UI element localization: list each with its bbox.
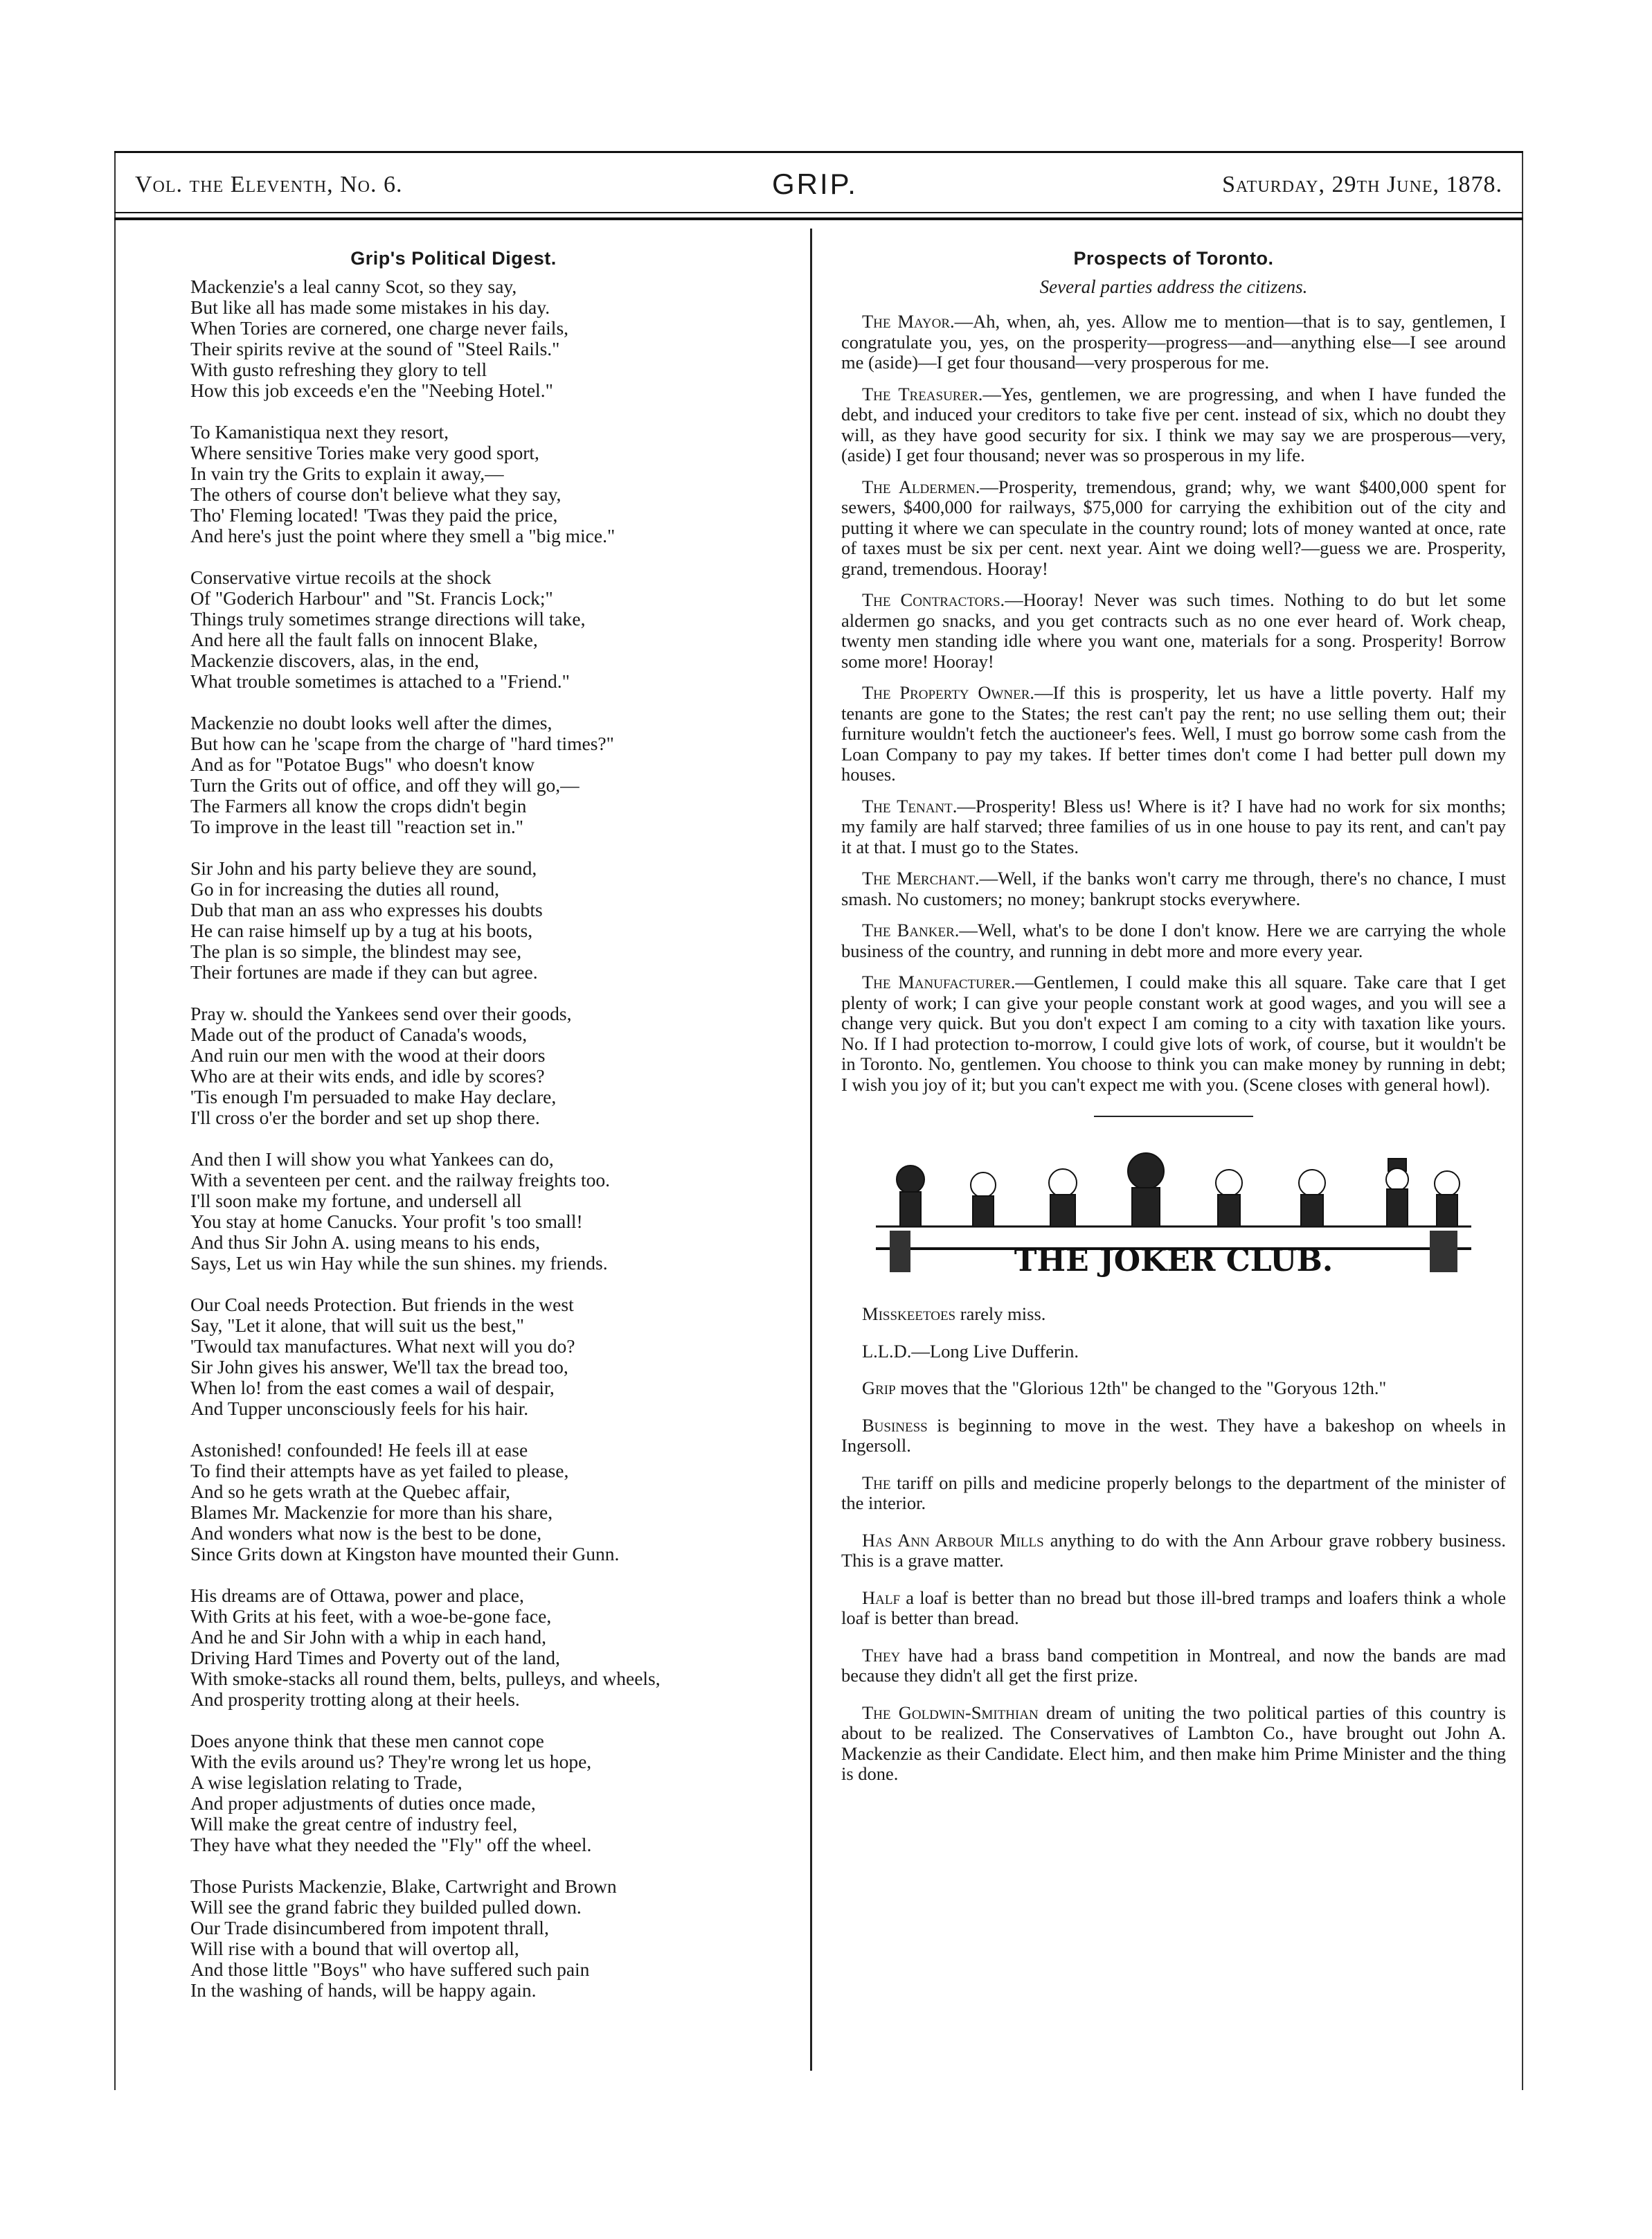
poem-line: And here all the fault falls on innocent Blake,	[190, 629, 538, 650]
poem-line: Astonished! confounded! He feels ill at ease	[190, 1439, 528, 1461]
speaker-name: The Manufacturer.	[862, 972, 1016, 992]
poem-line: The others of course don't believe what they say,	[190, 483, 562, 505]
joke-lead: They	[862, 1644, 901, 1666]
poem-line: Will see the grand fabric they builded pulled down.	[190, 1896, 582, 1918]
issue-date: Saturday, 29th June, 1878.	[1222, 172, 1502, 197]
poem-stanza	[190, 1003, 793, 1128]
poem-line: And then I will show you what Yankees can do,	[190, 1148, 554, 1170]
poem-line: Their fortunes are made if they can but agree.	[190, 961, 538, 983]
joke-item	[841, 1304, 1506, 1325]
poem-line: Our Coal needs Protection. But friends in the west	[190, 1294, 574, 1315]
poem-line: Our Trade disincumbered from impotent thrall,	[190, 1917, 549, 1938]
speech-paragraph	[841, 920, 1506, 961]
joker-club-items	[841, 1304, 1506, 1785]
poem-line: Tho' Fleming located! 'Twas they paid the price,	[190, 504, 558, 526]
poem-line: A wise legislation relating to Trade,	[190, 1772, 463, 1793]
volume-number: Vol. the Eleventh, No. 6.	[135, 172, 403, 197]
joke-lead: Has Ann Arbour Mills	[862, 1529, 1044, 1551]
joke-item	[841, 1473, 1506, 1514]
poem-line: 'Tis enough I'm persuaded to make Hay declare,	[190, 1086, 557, 1107]
joke-lead: The Goldwin-Smithian	[862, 1702, 1039, 1723]
joke-text: have had a brass band competition in Montreal, and now the bands are mad because they didn't all get the first prize.	[841, 1644, 1506, 1686]
poem-line: And ruin our men with the wood at their doors	[190, 1044, 546, 1066]
poem-line: Mackenzie no doubt looks well after the dimes,	[190, 712, 553, 733]
poem-line: Will make the great centre of industry feel,	[190, 1813, 518, 1835]
joke-lead: Misskeetoes	[862, 1303, 956, 1324]
speaker-name: The Contractors.	[862, 589, 1005, 610]
speech-text: —Well, if the banks won't carry me through, there's no chance, I must smash. No customers; no money; bankrupt stocks everywhere.	[841, 868, 1506, 909]
poem-line: They have what they needed the "Fly" off the wheel.	[190, 1834, 592, 1855]
speech-paragraph	[841, 477, 1506, 580]
poem-line: When lo! from the east comes a wail of despair,	[190, 1377, 555, 1398]
poem-line: Those Purists Mackenzie, Blake, Cartwright and Brown	[190, 1875, 617, 1897]
masthead-rule	[114, 212, 1523, 213]
poem-line: And so he gets wrath at the Quebec affair,	[190, 1481, 510, 1502]
left-column	[190, 234, 793, 2022]
poem-line: Of "Goderich Harbour" and "St. Francis Lock;"	[190, 587, 553, 609]
poem-line: He can raise himself up by a tug at his boots,	[190, 920, 533, 941]
article-subheading: Several parties address the citizens.	[1039, 276, 1308, 297]
cartoon-banner-text: THE JOKER CLUB.	[1014, 1243, 1334, 1278]
poem-stanza	[190, 713, 793, 837]
joke-text: —Long Live Dufferin.	[911, 1340, 1079, 1362]
poem-line: To find their attempts have as yet failed to please,	[190, 1460, 569, 1481]
poem-line: But like all has made some mistakes in his day.	[190, 296, 550, 318]
joke-text: anything to do with the Ann Arbour grave robbery business. This is a grave matter.	[841, 1529, 1506, 1571]
masthead-rule-thick	[114, 217, 1523, 220]
speech-paragraph	[841, 796, 1506, 858]
poem-line: Sir John gives his answer, We'll tax the bread too,	[190, 1356, 568, 1377]
poem-stanza	[190, 858, 793, 983]
poem-line: The Farmers all know the crops didn't begin	[190, 795, 527, 817]
speaker-name: The Mayor.	[862, 311, 955, 332]
poem-line: Made out of the product of Canada's woods,	[190, 1024, 528, 1045]
poem-stanza	[190, 1731, 793, 1855]
poem-line: With gusto refreshing they glory to tell	[190, 359, 487, 380]
right-column	[841, 234, 1506, 1801]
joke-item	[841, 1341, 1506, 1362]
joker-club-cartoon	[862, 1145, 1485, 1283]
poem-line: In the washing of hands, will be happy again.	[190, 1979, 537, 2001]
poem-line: To Kamanistiqua next they resort,	[190, 421, 449, 443]
newspaper-page	[114, 151, 1523, 2159]
article-heading: Grip's Political Digest.	[350, 248, 557, 269]
poem-line: In vain try the Grits to explain it away,—	[190, 463, 504, 484]
poem-line: Driving Hard Times and Poverty out of the land,	[190, 1647, 560, 1668]
poem-line: Conservative virtue recoils at the shock	[190, 567, 492, 588]
speech-text: —Hooray! Never was such times. Nothing to do but let some aldermen go snacks, and you get contracts such as no one ever heard of. Work cheap, twenty men standing idle where you want one, materials for a song. Prosperity! Borrow some more! Hooray!	[841, 589, 1507, 672]
poem-stanza	[190, 1585, 793, 1710]
speaker-name: The Tenant.	[862, 795, 958, 817]
speech-paragraph	[841, 312, 1506, 373]
poem-stanza	[190, 567, 793, 692]
poem-line: I'll soon make my fortune, and undersell all	[190, 1190, 522, 1211]
top-rule	[114, 151, 1523, 153]
speaker-name: The Merchant.	[862, 868, 980, 889]
speech-paragraph	[841, 868, 1506, 909]
poem-line: Since Grits down at Kingston have mounted their Gunn.	[190, 1543, 620, 1564]
poem-stanza	[190, 1149, 793, 1274]
column-divider	[810, 229, 812, 2071]
poem-line: The plan is so simple, the blindest may see,	[190, 940, 522, 962]
poem-line: Things truly sometimes strange directions will take,	[190, 608, 586, 630]
poem-stanza	[190, 276, 793, 401]
speech-text: —Prosperity! Bless us! Where is it? I have had no work for six months; my family are half starved; three families of us in one house to pay its rent, and can't pay it at that. I must go to the States.	[841, 795, 1506, 857]
poem-line: Go in for increasing the duties all round,	[190, 878, 500, 900]
page-border-right	[1522, 151, 1523, 2090]
poem-line: To improve in the least till "reaction set in."	[190, 816, 524, 837]
speech-text: —If this is prosperity, let us have a little poverty. Half my tenants are gone to the States; the rest can't pay the rent; no use selling them out; their furniture wouldn't fetch the auctioneer's fees. Well, I must go borrow some cash from the Loan Company to pay my takes. If better times don't come I had better pull down my houses.	[841, 682, 1506, 785]
speaker-name: The Property Owner.	[862, 682, 1035, 703]
speaker-name: The Banker.	[862, 920, 960, 940]
poem-line: You stay at home Canucks. Your profit 's too small!	[190, 1211, 583, 1232]
speech-paragraph	[841, 384, 1506, 466]
joke-text: dream of uniting the two political parties of this country is about to be realized. The Conservatives of Lambton Co., have brought out John A. Mackenzie as their Candidate. Elect him, and then make him Prime Minister and the thing is done.	[841, 1702, 1507, 1784]
joke-lead: The	[862, 1472, 891, 1493]
poem-line: And those little "Boys" who have suffered such pain	[190, 1959, 590, 1980]
joke-text: a loaf is better than no bread but those ill-bred tramps and loafers think a whole loaf is better than bread.	[841, 1587, 1506, 1628]
joke-lead: Business	[862, 1414, 928, 1436]
poem-line: Where sensitive Tories make very good sport,	[190, 442, 539, 463]
poem-line: And thus Sir John A. using means to his ends,	[190, 1231, 540, 1253]
joke-text: rarely miss.	[955, 1303, 1046, 1324]
poem-line: And as for "Potatoe Bugs" who doesn't know	[190, 753, 535, 775]
poem-line: And wonders what now is the best to be done,	[190, 1522, 542, 1544]
poem-line: And here's just the point where they smell a "big mice."	[190, 525, 616, 546]
speech-text: —Prosperity, tremendous, grand; why, we want $400,000 spent for sewers, $400,000 for railways, $75,000 for carrying the exhibition out of the city and putting it where we can speculate in the country round; lots of money wanted at once, rate of taxes must be six per cent. next year. Aint we doing well?—guess we are. Prosperity, grand, tremendous. Hooray!	[841, 476, 1506, 579]
publication-title: GRIP.	[772, 168, 858, 200]
poem-line: Will rise with a bound that will overtop all,	[190, 1938, 519, 1959]
joke-item	[841, 1416, 1506, 1456]
speaker-name: The Aldermen.	[862, 476, 980, 497]
poem-line: And proper adjustments of duties once made,	[190, 1792, 536, 1814]
poem-line: And prosperity trotting along at their heels.	[190, 1688, 520, 1710]
poem-line: Who are at their wits ends, and idle by scores?	[190, 1065, 545, 1087]
poem-line: 'Twould tax manufactures. What next will you do?	[190, 1335, 575, 1357]
joke-lead: Grip	[862, 1377, 896, 1398]
poem-line: With smoke-stacks all round them, belts, pulleys, and wheels,	[190, 1668, 661, 1689]
speech-text: —Gentlemen, I could make this all square. Take care that I get plenty of work; I can give your people constant work at good wages, and you will see a change very quick. But you don't expect I am coming to a city with taxation like yours. No. If I had protection to-morrow, I could give lots of work, of course, but it wouldn't be in Toronto. No, gentlemen. You choose to think you can make money by running in debt; I wish you joy of it; but you can't expect me with you. (Scene closes with general howl).	[841, 972, 1506, 1095]
poem-line: Their spirits revive at the sound of "Steel Rails."	[190, 338, 560, 359]
speech-paragraph	[841, 590, 1506, 672]
joke-item	[841, 1645, 1506, 1686]
speeches	[841, 312, 1506, 1095]
poem-line: And he and Sir John with a whip in each hand,	[190, 1626, 547, 1648]
speech-paragraph	[841, 972, 1506, 1095]
poem-line: His dreams are of Ottawa, power and place,	[190, 1585, 524, 1606]
poem-stanza	[190, 422, 793, 546]
joke-text: is beginning to move in the west. They have a bakeshop on wheels in Ingersoll.	[841, 1414, 1506, 1456]
poem-line: I'll cross o'er the border and set up shop there.	[190, 1107, 540, 1128]
poem-line: But how can he 'scape from the charge of "hard times?"	[190, 733, 614, 754]
joke-item	[841, 1588, 1506, 1629]
joke-lead: L.L.D.	[862, 1340, 912, 1362]
poem-line: Dub that man an ass who expresses his doubts	[190, 899, 543, 920]
poem-stanza	[190, 1440, 793, 1564]
poem-line: Mackenzie discovers, alas, in the end,	[190, 650, 479, 671]
poem-stanza	[190, 1294, 793, 1419]
joke-text: tariff on pills and medicine properly belongs to the department of the minister of the interior.	[841, 1472, 1506, 1513]
speech-text: —Well, what's to be done I don't know. Here we are carrying the whole business of the country, and running in debt more and more every year.	[841, 920, 1506, 961]
poem-line: Does anyone think that these men cannot cope	[190, 1730, 544, 1751]
poem-line: With Grits at his feet, with a woe-be-gone face,	[190, 1605, 552, 1627]
poem-line: Turn the Grits out of office, and off they will go,—	[190, 774, 580, 796]
section-rule	[1094, 1116, 1253, 1117]
poem-line: How this job exceeds e'en the "Neebing Hotel."	[190, 380, 553, 401]
poem-line: With a seventeen per cent. and the railway freights too.	[190, 1169, 610, 1190]
poem-line: Says, Let us win Hay while the sun shines. my friends.	[190, 1252, 608, 1274]
poem-stanza	[190, 1876, 793, 2001]
speech-paragraph	[841, 683, 1506, 785]
joke-text: moves that the "Glorious 12th" be changed to the "Goryous 12th."	[895, 1377, 1387, 1398]
joke-item	[841, 1378, 1506, 1399]
poem-line: Blames Mr. Mackenzie for more than his share,	[190, 1501, 553, 1523]
speech-text: —Ah, when, ah, yes. Allow me to mention—that is to say, gentlemen, I congratulate you, yes, on the prosperity—progress—and—anything else—I see around me (aside)—I get four thousand—very prosperous for me.	[841, 311, 1507, 373]
poem-line: Mackenzie's a leal canny Scot, so they say,	[190, 276, 517, 297]
poem-line: Sir John and his party believe they are sound,	[190, 857, 537, 879]
poem-line: With the evils around us? They're wrong let us hope,	[190, 1751, 592, 1772]
poem-line: Pray w. should the Yankees send over their goods,	[190, 1003, 572, 1024]
masthead	[114, 166, 1523, 201]
joke-item	[841, 1703, 1506, 1785]
poem-line: And Tupper unconsciously feels for his hair.	[190, 1398, 529, 1419]
poem-line: When Tories are cornered, one charge never fails,	[190, 317, 569, 339]
article-heading: Prospects of Toronto.	[1073, 248, 1274, 269]
joke-item	[841, 1531, 1506, 1571]
page-border-left	[114, 151, 116, 2090]
poem-line: Say, "Let it alone, that will suit us the best,"	[190, 1314, 524, 1336]
poem	[190, 276, 793, 2001]
poem-line: What trouble sometimes is attached to a "Friend."	[190, 670, 570, 692]
speaker-name: The Treasurer.	[862, 383, 983, 404]
joke-lead: Half	[862, 1587, 901, 1608]
speech-text: —Yes, gentlemen, we are progressing, and when I have funded the debt, and induced your creditors to take five per cent. instead of six, which no doubt they will, as they have good security for six. I think we may say we are prosperous—very, (aside) I get four thousand; never was so prosperous in my life.	[841, 383, 1506, 465]
